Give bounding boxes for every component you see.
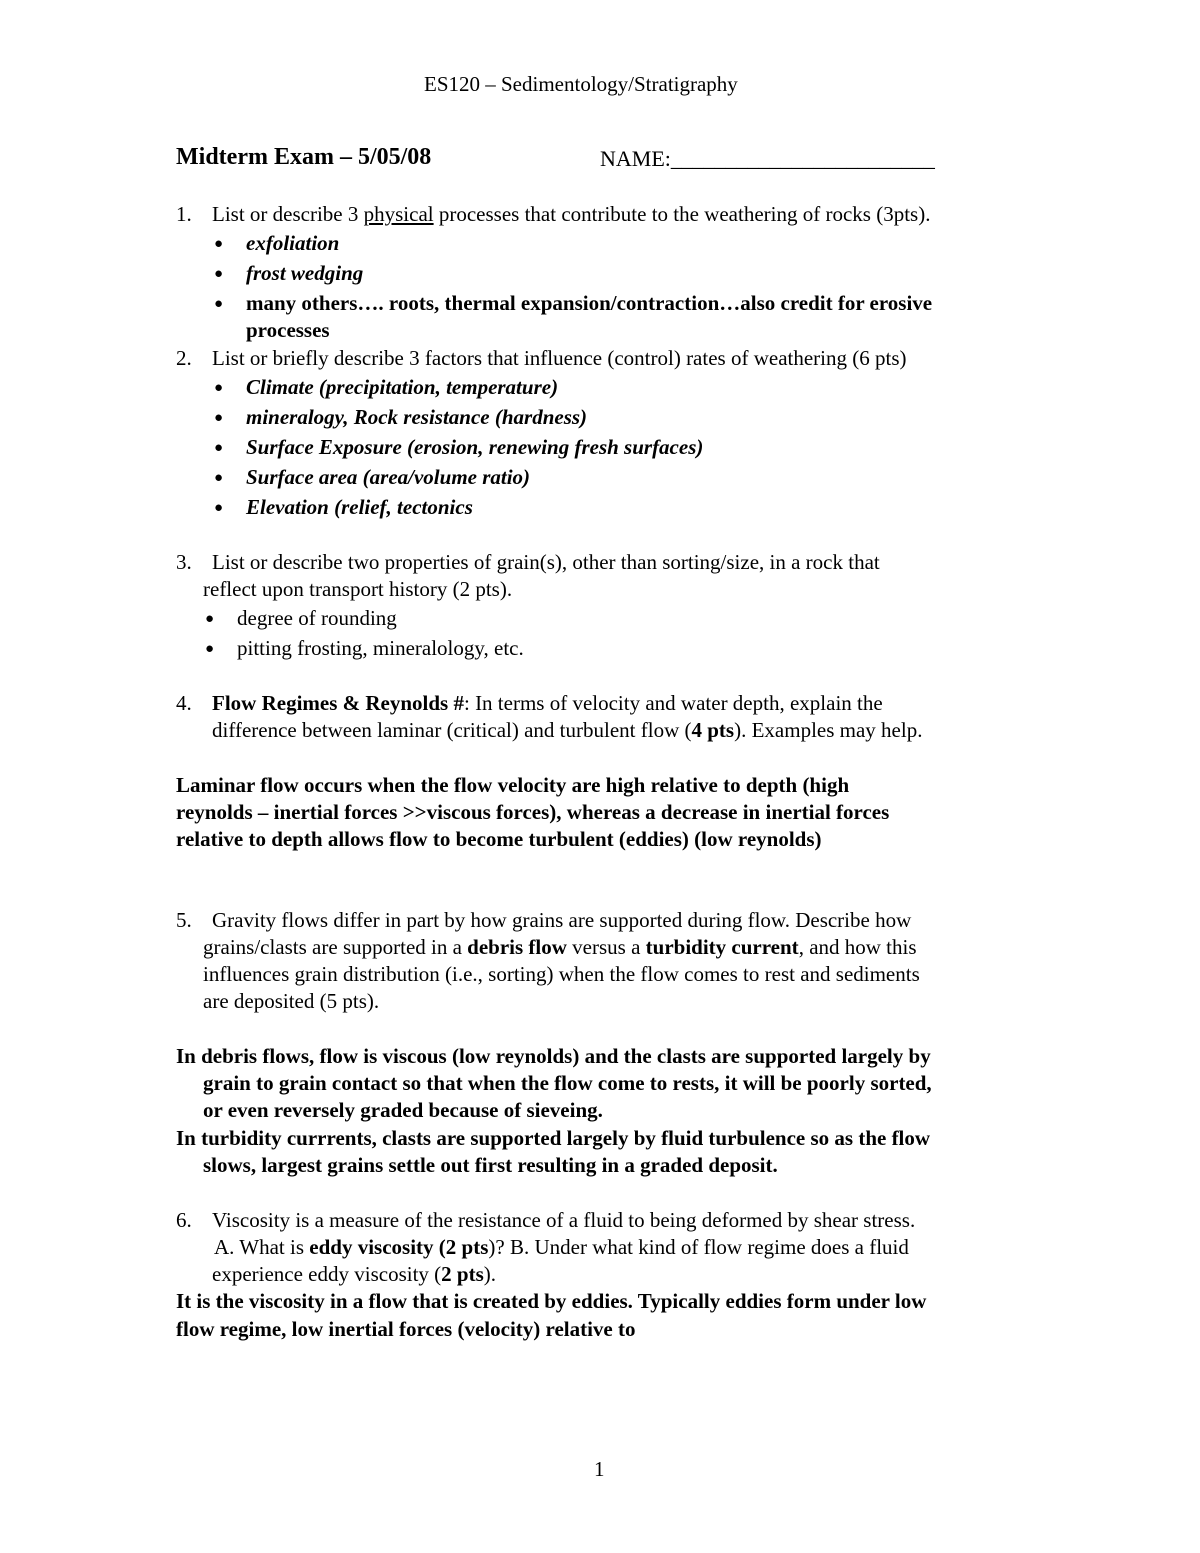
q5-answer-line5: slows, largest grains settle out first resulting in a graded deposit. [203, 1153, 778, 1177]
q4-answer-line3: relative to depth allows flow to become turbulent (eddies) (low reynolds) [176, 827, 822, 851]
q5-answer-line2: grain to grain contact so that when the flow come to rests, it will be poorly sorted, [203, 1071, 932, 1095]
q5-question-line3: influences grain distribution (i.e., sorting) when the flow comes to rest and sediments [203, 962, 920, 986]
bullet-icon: ● [205, 641, 215, 657]
q4-answer-line2: reynolds – inertial forces >>viscous forces), whereas a decrease in inertial forces [176, 800, 890, 824]
q2-question: List or briefly describe 3 factors that influence (control) rates of weathering (6 pts) [212, 346, 907, 370]
q1-answer-1: exfoliation [246, 231, 340, 255]
q5-answer-line4: In turbidity currrents, clasts are supported largely by fluid turbulence so as the flow [176, 1126, 931, 1150]
bullet-icon: ● [214, 470, 224, 486]
q2-number: 2. [176, 346, 192, 370]
q6-question-line2: A. What is eddy viscosity (2 pts)? B. Under what kind of flow regime does a fluid [214, 1235, 909, 1259]
q5-answer-line1: In debris flows, flow is viscous (low reynolds) and the clasts are supported largely by [176, 1044, 931, 1068]
q5-number: 5. [176, 908, 192, 932]
course-header: ES120 – Sedimentology/Stratigraphy [424, 72, 738, 96]
q6-answer-line1: It is the viscosity in a flow that is created by eddies. Typically eddies form under low [176, 1289, 927, 1313]
bullet-icon: ● [214, 440, 224, 456]
q6-question-line1: Viscosity is a measure of the resistance of a fluid to being deformed by shear stress. [212, 1208, 916, 1232]
q2-answer-4: Surface area (area/volume ratio) [246, 465, 531, 489]
name-field: NAME:________________________ [600, 146, 935, 171]
q2-answer-5: Elevation (relief, tectonics [246, 495, 473, 519]
q5-answer-line3: or even reversely graded because of sieveing. [203, 1098, 603, 1122]
q1-number: 1. [176, 202, 192, 226]
q2-answer-2: mineralogy, Rock resistance (hardness) [246, 405, 588, 429]
q4-answer-line1: Laminar flow occurs when the flow velocity are high relative to depth (high [176, 773, 850, 797]
q2-answer-3: Surface Exposure (erosion, renewing fresh surfaces) [246, 435, 704, 459]
bullet-icon: ● [205, 611, 215, 627]
q4-question-line2: difference between laminar (critical) and turbulent flow (4 pts). Examples may help. [212, 718, 923, 742]
q3-answer-2: pitting frosting, mineralology, etc. [237, 636, 524, 660]
q6-question-line3: experience eddy viscosity (2 pts). [212, 1262, 497, 1286]
q6-number: 6. [176, 1208, 192, 1232]
bullet-icon: ● [214, 410, 224, 426]
q3-number: 3. [176, 550, 192, 574]
q6-answer-line2: flow regime, low inertial forces (velocity) relative to [176, 1317, 636, 1341]
q5-question-line2: grains/clasts are supported in a debris flow versus a turbidity current, and how this [203, 935, 917, 959]
q3-question-line1: List or describe two properties of grain(s), other than sorting/size, in a rock that [212, 550, 880, 574]
q1-answer-2: frost wedging [246, 261, 364, 285]
q3-answer-1: degree of rounding [237, 606, 397, 630]
exam-title: Midterm Exam – 5/05/08 [176, 144, 432, 170]
q1-question: List or describe 3 physical processes that contribute to the weathering of rocks (3pts). [212, 202, 931, 226]
bullet-icon: ● [214, 500, 224, 516]
q1-answer-3: many others…. roots, thermal expansion/contraction…also credit for erosive [246, 291, 933, 315]
bullet-icon: ● [214, 236, 224, 252]
q2-answer-1: Climate (precipitation, temperature) [246, 375, 559, 399]
q4-number: 4. [176, 691, 192, 715]
page-number: 1 [594, 1457, 605, 1481]
q4-question-line1: Flow Regimes & Reynolds #: In terms of velocity and water depth, explain the [212, 691, 883, 715]
q3-question-line2: reflect upon transport history (2 pts). [203, 577, 513, 601]
q1-answer-3-cont: processes [246, 318, 330, 342]
q5-question-line4: are deposited (5 pts). [203, 989, 380, 1013]
q5-question-line1: Gravity flows differ in part by how grains are supported during flow. Describe how [212, 908, 912, 932]
bullet-icon: ● [214, 266, 224, 282]
bullet-icon: ● [214, 380, 224, 396]
bullet-icon: ● [214, 296, 224, 312]
